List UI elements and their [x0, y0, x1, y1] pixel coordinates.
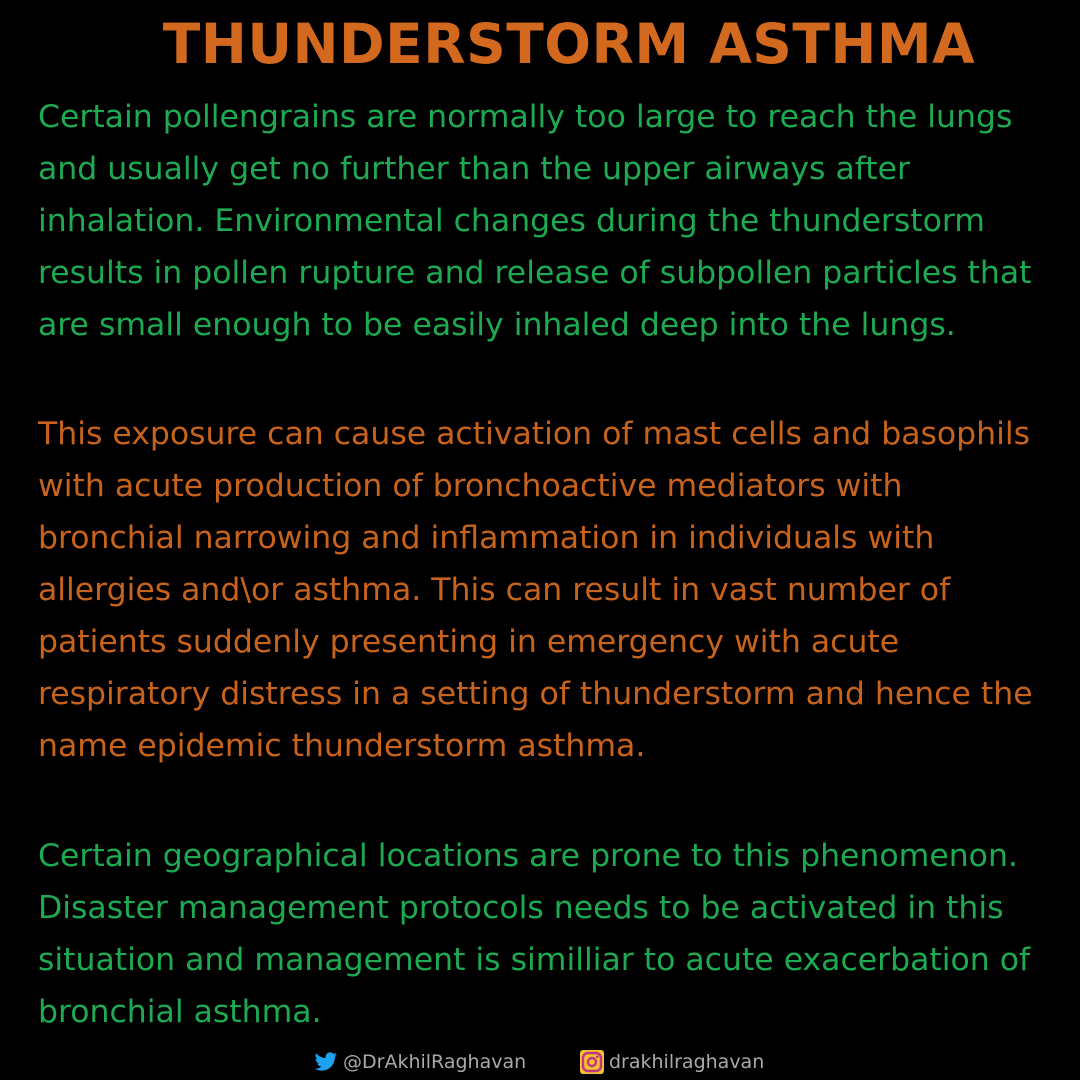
twitter-handle-text: @DrAkhilRaghavan [343, 1051, 527, 1073]
instagram-icon [580, 1050, 604, 1074]
paragraph-pollen-rupture: Certain pollengrains are normally too large to reach the lungs and usually get no further than the upper airways after inhalation. Environmental changes during the thunderstorm results in pollen rupture and release of subpollen particles that are small enough to be easily inhaled deep into the lungs. [38, 99, 1032, 343]
paragraph-geographical-management: Certain geographical locations are prone to this phenomenon. Disaster management protocols needs to be activated in this situation and management is similliar to acute exacerbation of bronchial asthma. [38, 838, 1031, 1030]
footer [0, 1046, 1080, 1080]
instagram-handle-link[interactable] [580, 1050, 764, 1074]
twitter-handle-link[interactable] [314, 1050, 526, 1074]
twitter-bird-icon [314, 1050, 338, 1074]
page-title: THUNDERSTORM ASTHMA [162, 12, 976, 76]
paragraph-mast-cell-activation: This exposure can cause activation of mast cells and basophils with acute production of bronchoactive mediators with bronchial narrowing and inflammation in individuals with allergies and\or asthma. This can result in vast number of patients suddenly presenting in emergency with acute respiratory distress in a setting of thunderstorm and hence the name epidemic thunderstorm asthma. [38, 416, 1033, 764]
instagram-handle-text: drakhilraghavan [609, 1051, 765, 1073]
